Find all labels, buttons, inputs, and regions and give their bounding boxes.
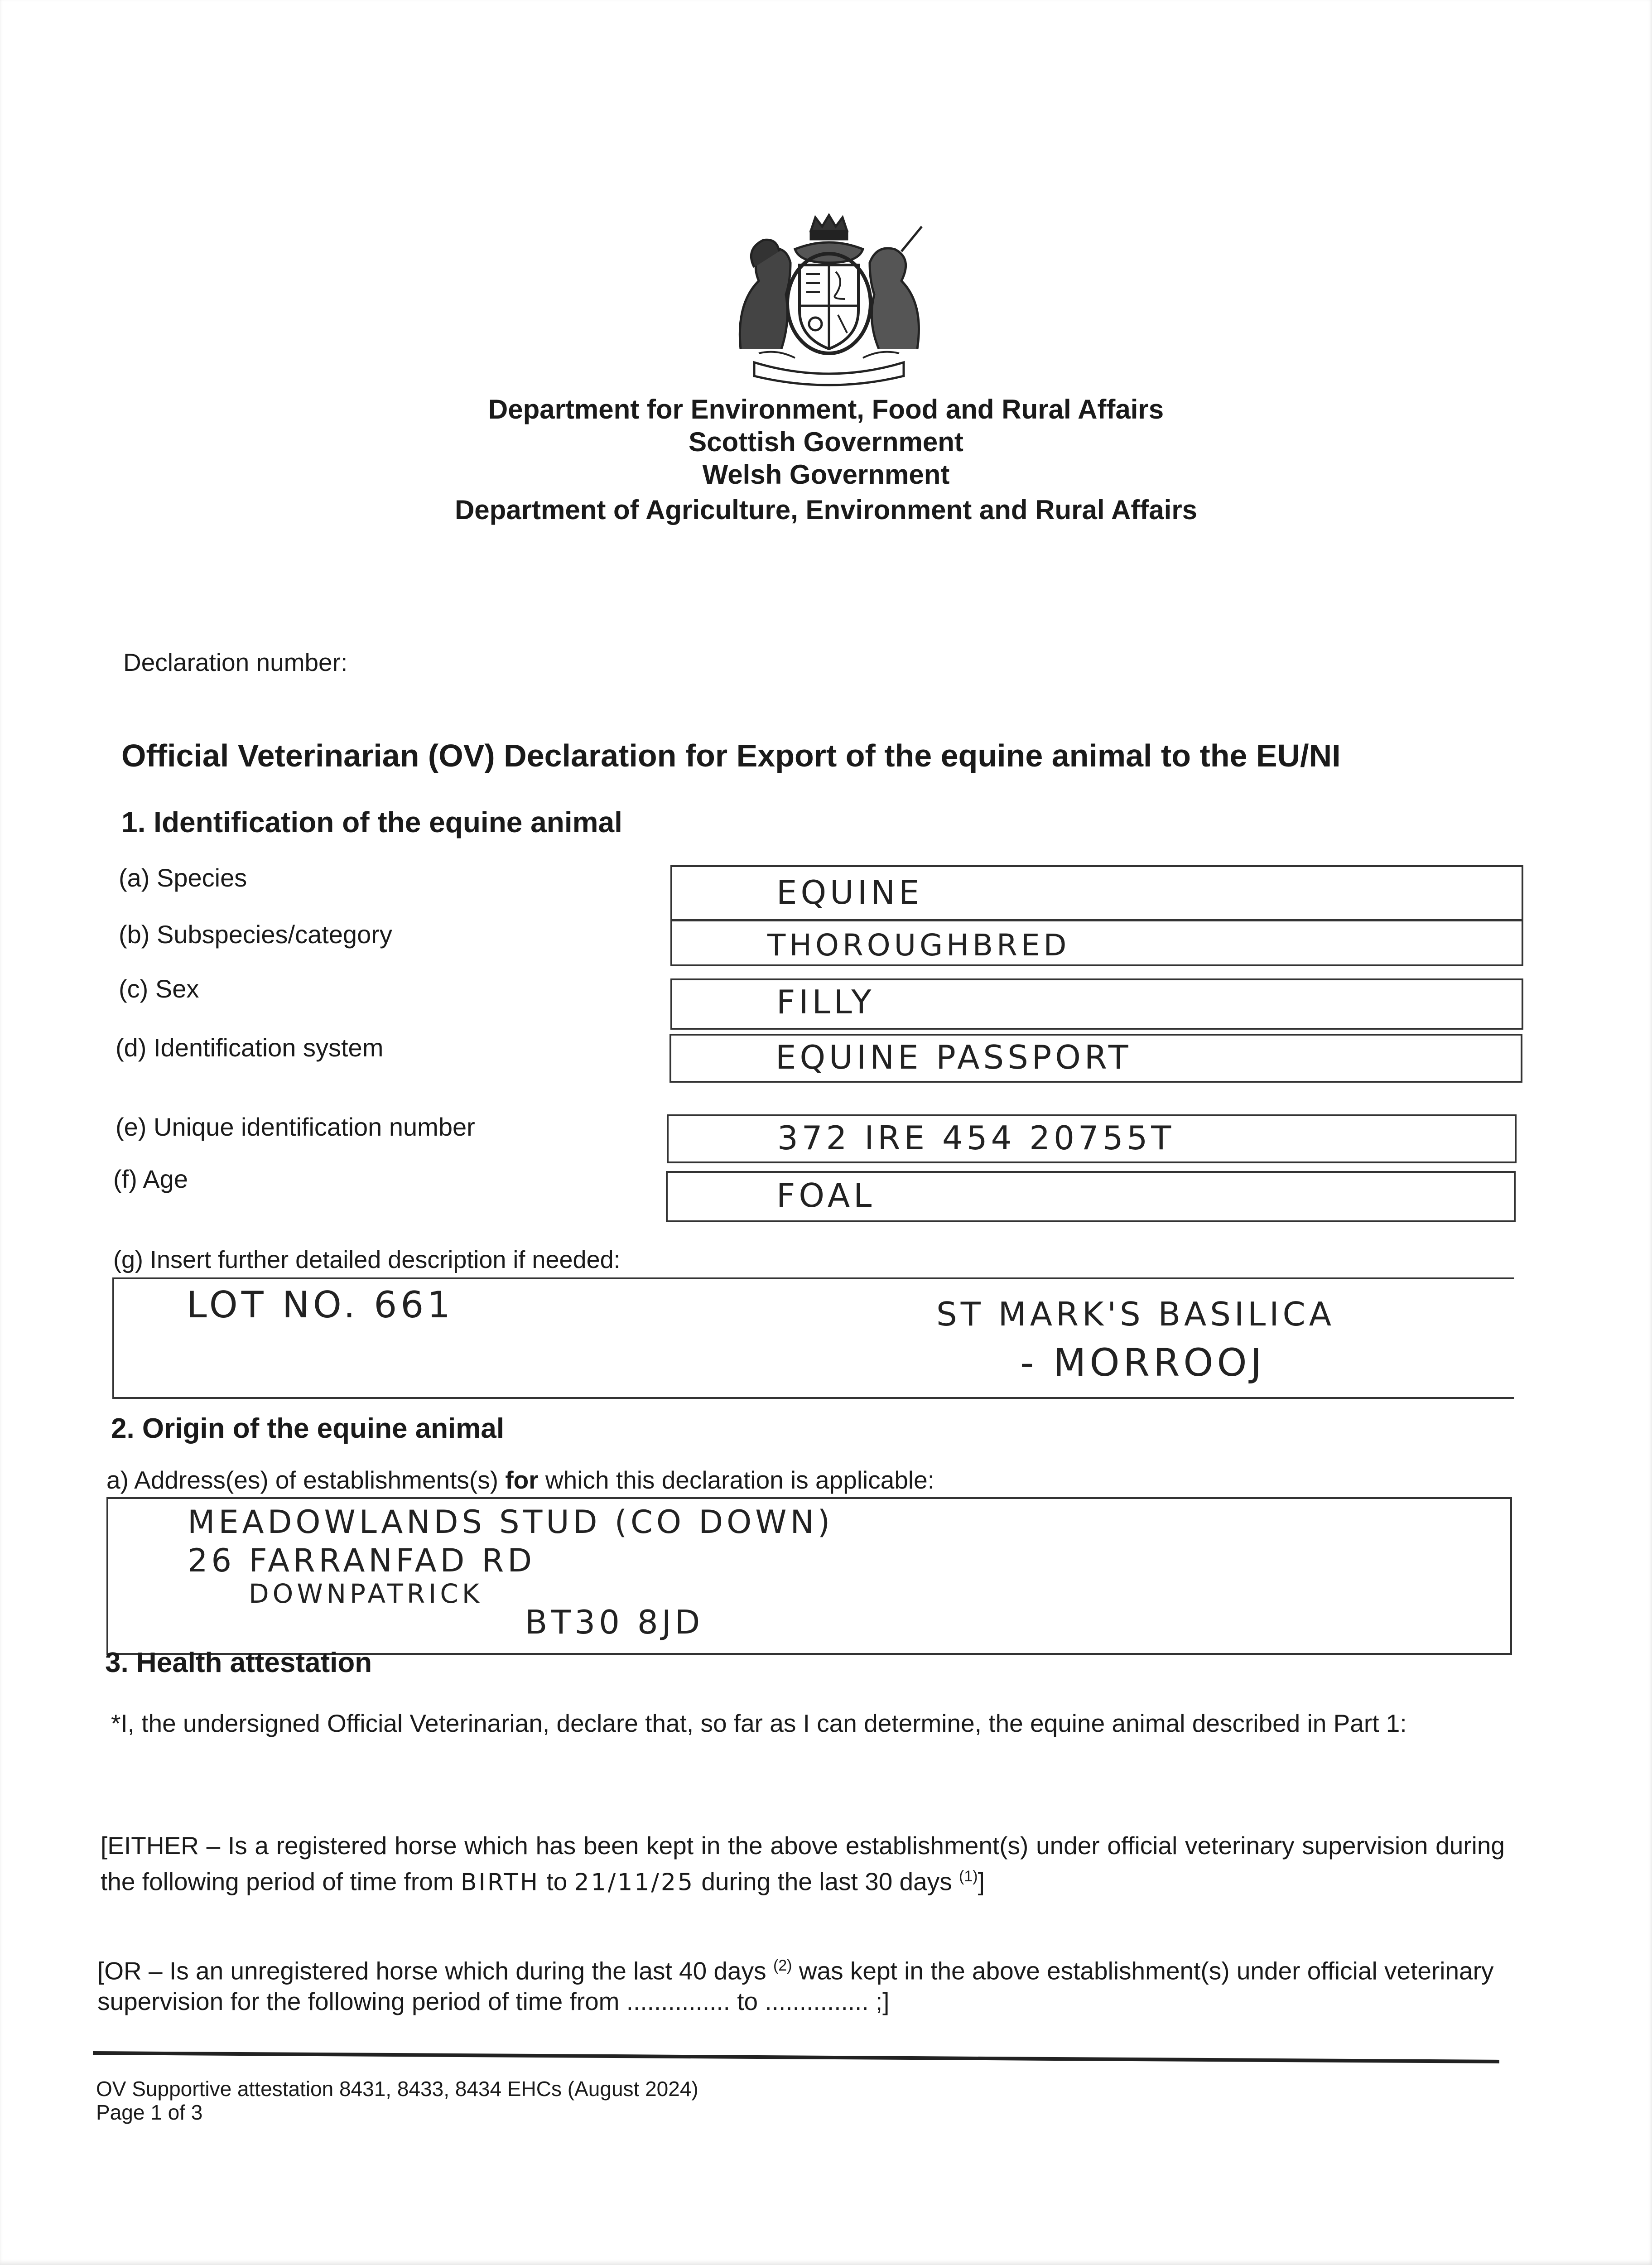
address-label: a) Address(es) of establishments(s) for which this declaration is applicable: [106, 1466, 935, 1494]
subspecies-field[interactable] [670, 920, 1523, 966]
declaration-number-label: Declaration number: [123, 648, 348, 676]
description-label: (g) Insert further detailed description if needed: [113, 1246, 621, 1273]
age-value: FOAL [776, 1176, 876, 1214]
section1-heading: 1. Identification of the equine animal [121, 806, 622, 839]
department-defra: Department for Environment, Food and Rural Affairs [488, 394, 1164, 424]
subspecies-value: THOROUGHBRED [767, 928, 1070, 963]
description-field[interactable] [112, 1277, 1514, 1399]
document-title: Official Veterinarian (OV) Declaration for Export of the equine animal to the EU/NI [121, 738, 1341, 773]
description-name-line1: ST MARK'S BASILICA [936, 1295, 1335, 1333]
description-lot-value: LOT NO. 661 [187, 1284, 454, 1326]
department-scottish-government: Scottish Government [689, 427, 963, 457]
department-daera: Department of Agriculture, Environment and Rural Affairs [454, 495, 1198, 525]
footer-form-reference: OV Supportive attestation 8431, 8433, 8434 EHCs (August 2024) [96, 2077, 698, 2101]
identification-system-label: (d) Identification system [116, 1033, 384, 1062]
footer-divider [93, 2051, 1499, 2063]
identification-system-field[interactable] [669, 1034, 1522, 1083]
species-label: (a) Species [119, 863, 247, 892]
address-line-4: BT30 8JD [525, 1603, 704, 1641]
sex-field[interactable] [670, 978, 1523, 1030]
sex-value: FILLY [776, 983, 875, 1021]
address-field[interactable] [106, 1497, 1512, 1655]
health-attestation-intro: *I, the undersigned Official Veterinarian, declare that, so far as I can determine, the equine animal described in Part 1: [111, 1709, 1407, 1737]
address-line-1: MEADOWLANDS STUD (CO DOWN) [188, 1504, 834, 1541]
section2-heading: 2. Origin of the equine animal [111, 1413, 505, 1444]
unique-id-field[interactable] [667, 1114, 1517, 1163]
royal-coat-of-arms-icon [722, 213, 935, 390]
address-line-3: DOWNPATRICK [249, 1578, 483, 1609]
footer [96, 2077, 698, 2124]
either-clause: [EITHER – Is a registered horse which has been kept in the above establishment(s) under official veterinary supervision during the following period of time from BIRTH to 21/11/25 during the last 30 days $^{(1)}$] [101, 1831, 1505, 1896]
either-to-value: 21/11/25 [574, 1869, 695, 1896]
address-line-2: 26 FARRANFAD RD [188, 1542, 536, 1579]
sex-label: (c) Sex [119, 974, 199, 1003]
or-clause: [OR – Is an unregistered horse which during the last 40 days $^{(2)}$ was kept in the above establishment(s) under official veterinary supervision for the following period of time from ............... to ............... ;] [97, 1957, 1494, 2016]
age-field[interactable] [666, 1171, 1516, 1222]
either-from-value: BIRTH [460, 1869, 540, 1896]
unique-id-value: 372 IRE 454 20755T [777, 1119, 1175, 1157]
unique-id-label: (e) Unique identification number [116, 1113, 475, 1141]
section3-heading: 3. Health attestation [105, 1647, 372, 1678]
age-label: (f) Age [113, 1165, 188, 1193]
department-welsh-government: Welsh Government [702, 459, 950, 490]
identification-system-value: EQUINE PASSPORT [775, 1038, 1132, 1076]
species-field[interactable] [670, 865, 1523, 921]
subspecies-label: (b) Subspecies/category [119, 920, 392, 949]
footer-page-number: Page 1 of 3 [96, 2101, 203, 2124]
description-name-line2: - MORROOJ [1020, 1340, 1266, 1385]
species-value: EQUINE [776, 873, 923, 911]
